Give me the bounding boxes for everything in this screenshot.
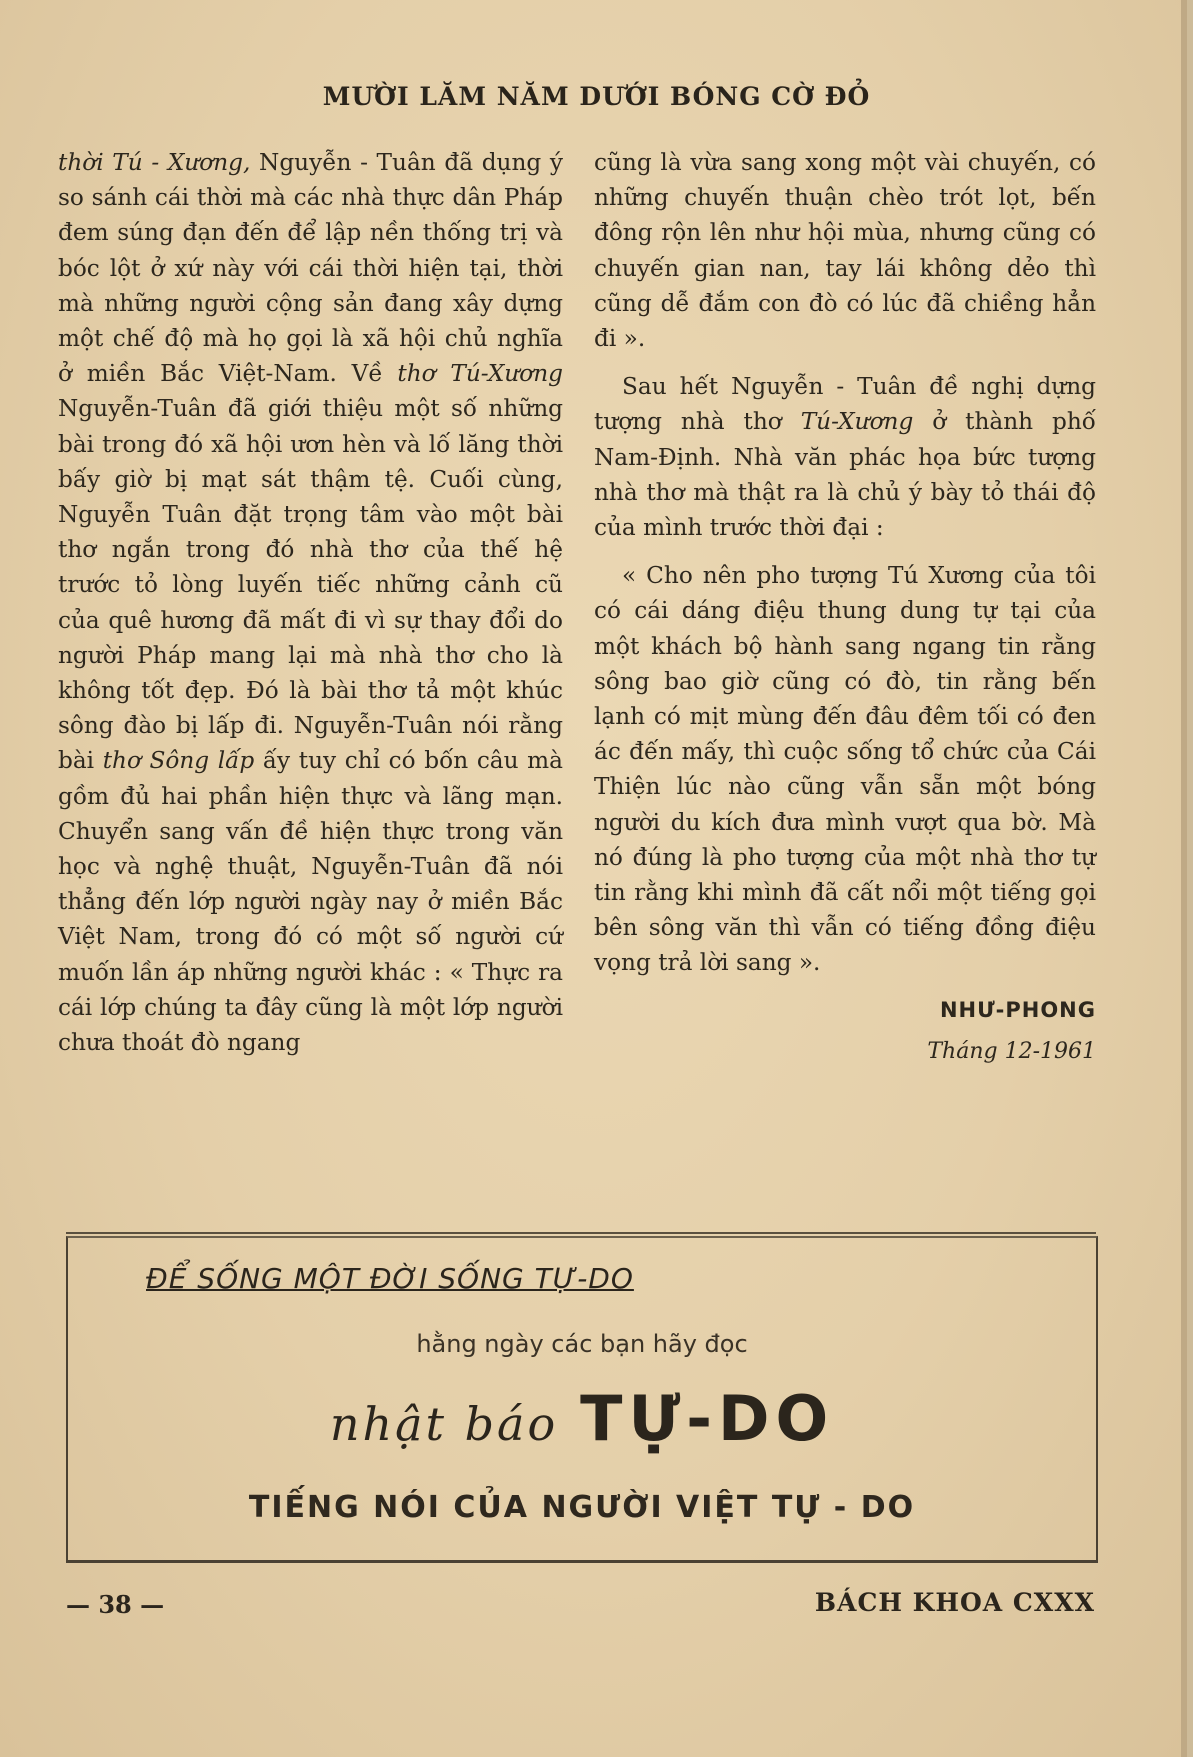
italic-phrase: Tú-Xương (800, 408, 914, 436)
body-text: Nguyễn - Tuân đã dụng ý so sánh cái thời mà các nhà thực dân Pháp đem súng đạn đến để lập nền thống trị và bóc lột ở xứ này với cái thời hiện tại, thời mà những người cộng sản đang xây dựng một chế độ mà họ gọi là xã hội chủ nghĩa ở miền Bắc Việt-Nam. Về (58, 149, 564, 388)
body-text: ở thành phố Nam-Định. Nhà văn phác họa bức tượng nhà thơ mà thật ra là chủ ý bày tỏ thái độ của mình trước thời đại : (594, 408, 1096, 542)
article-column-left (58, 145, 563, 1060)
article-date: Tháng 12-1961 (927, 1038, 1096, 1064)
running-head: MƯỜI LĂM NĂM DƯỚI BÓNG CỜ ĐỎ (322, 82, 871, 111)
ad-title-masthead: TỰ-DO (580, 1382, 835, 1455)
body-text: Sau hết Nguyễn - Tuân đề nghị dựng tượng nhà thơ (594, 373, 1096, 436)
article-column-right (594, 145, 1096, 1069)
page-number: — 38 — (66, 1590, 165, 1619)
italic-phrase: thơ Tú-Xương (397, 360, 563, 388)
ad-slogan: TIẾNG NÓI CỦA NGƯỜI VIỆT TỰ - DO (248, 1490, 916, 1525)
page-edge-shadow (1181, 0, 1187, 1757)
ad-headline: ĐỂ SỐNG MỘT ĐỜI SỐNG TỰ-DO (146, 1262, 634, 1295)
ad-subline: hằng ngày các bạn hãy đọc (416, 1330, 748, 1358)
right-paragraph-2 (594, 369, 1096, 545)
ad-top-rule (66, 1232, 1096, 1234)
right-paragraph-3: « Cho nên pho tượng Tú Xương của tôi có cái dáng điệu thung dung tự tại của một khách bộ hành sang ngang tin rằng sông bao giờ cũng có đò, tin rằng bến lạnh có mịt mùng đến đâu đêm tối có đen ác đến mấy, thì cuộc sống tổ chức của Cái Thiện lúc nào cũng vẫn sẵn một bóng người du kích đưa mình vượt qua bờ. Mà nó đúng là pho tượng của một nhà thơ tự tin rằng khi mình đã cất nổi một tiếng gọi bên sông văn thì vẫn có tiếng đồng điệu vọng trả lời sang ». (594, 562, 1096, 977)
italic-phrase: thơ Sông lấp (102, 747, 255, 775)
left-paragraph (58, 145, 563, 1060)
advertisement-box (66, 1236, 1098, 1563)
ad-title-script: nhật báo (329, 1397, 559, 1451)
ad-newspaper-title (68, 1382, 1096, 1455)
right-paragraph-1: cũng là vừa sang xong một vài chuyến, có những chuyến thuận chèo trót lọt, bến đông rộn lên như hội mùa, nhưng cũng có chuyến gian nan, tay lái không dẻo thì cũng dễ đắm con đò có lúc đã chiềng hẳn đi ». (594, 149, 1096, 353)
body-text: ấy tuy chỉ có bốn câu mà gồm đủ hai phần hiện thực và lãng mạn. Chuyển sang vấn đề hiện thực trong văn học và nghệ thuật, Nguyễn-Tuân đã nói thẳng đến lớp người ngày nay ở miền Bắc Việt Nam, trong đó có một số người cứ muốn lần áp những người khác : « Thực ra cái lớp chúng ta đây cũng là một lớp người chưa thoát đò ngang (58, 747, 563, 1057)
journal-name: BÁCH KHOA CXXX (814, 1588, 1095, 1617)
italic-phrase: thời Tú - Xương, (58, 149, 251, 176)
author-signature: NHƯ-PHONG (939, 997, 1096, 1022)
body-text: Nguyễn-Tuân đã giới thiệu một số những bài trong đó xã hội ươn hèn và lố lăng thời bấy giờ bị mạt sát thậm tệ. Cuối cùng, Nguyễn Tuân đặt trọng tâm vào một bài thơ ngắn trong đó nhà thơ của thế hệ trước tỏ lòng luyến tiếc những cảnh cũ của quê hương đã mất đi vì sự thay đổi do người Pháp mang lại mà nhà thơ cho là không tốt đẹp. Đó là bài thơ tả một khúc sông đào bị lấp đi. Nguyễn-Tuân nói rằng bài (58, 395, 563, 775)
